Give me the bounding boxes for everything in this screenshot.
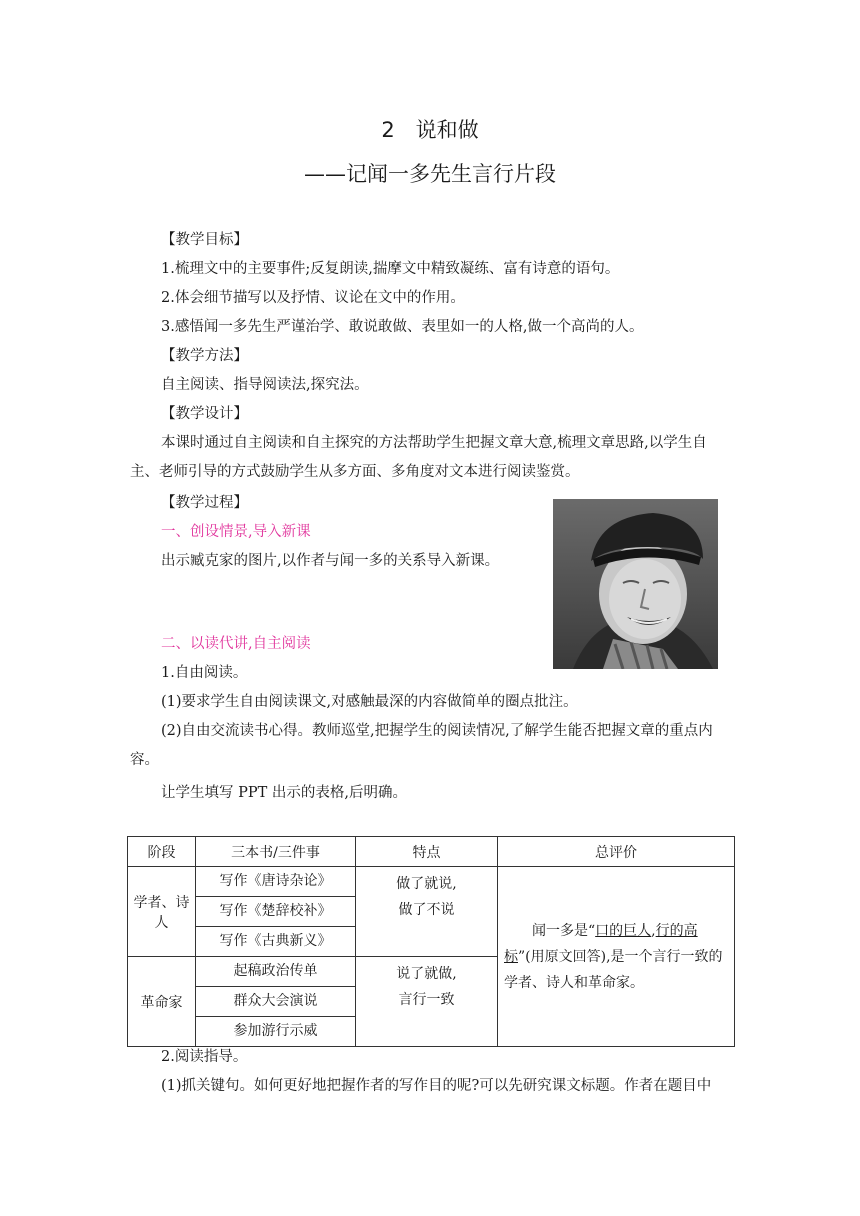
stage-scholar: 学者、诗人 [128,867,196,957]
scholar-items-cell [196,867,356,957]
objective-1: 1.梳理文中的主要事件;反复朗读,揣摩文中精致凝练、富有诗意的语句。 [161,261,620,277]
revolutionary-trait-line1: 说了就做, [396,966,457,982]
heading-design: 【教学设计】 [161,406,248,422]
heading-objectives: 【教学目标】 [161,232,248,248]
revolutionary-trait-cell [356,957,498,1047]
table-header-row [128,837,735,867]
header-traits: 特点 [356,837,498,867]
step-1-item-2-line1: (2)自由交流读书心得。教师巡堂,把握学生的阅读情况,了解学生能否把握文章的重点内 [161,723,713,739]
scholar-item: 写作《古典新义》 [219,933,332,949]
objective-2: 2.体会细节描写以及抒情、议论在文中的作用。 [161,290,465,306]
portrait-image [553,499,718,669]
section-heading-2: 二、以读代讲,自主阅读 [161,636,311,652]
step-2: 2.阅读指导。 [161,1049,248,1065]
header-evaluation: 总评价 [498,837,735,867]
summary-table [127,836,735,1047]
answer-quote-1: 口的巨人 [595,922,652,939]
header-books: 三本书/三件事 [196,837,356,867]
section-1-text: 出示臧克家的图片,以作者与闻一多的关系导入新课。 [161,553,500,569]
step-1-item-2-line2: 容。 [130,752,159,768]
objective-3: 3.感悟闻一多先生严谨治学、敢说敢做、表里如一的人格,做一个高尚的人。 [161,319,644,335]
scholar-item: 写作《楚辞校补》 [196,897,355,927]
evaluation-cell [498,867,735,1047]
methods-text: 自主阅读、指导阅读法,探究法。 [161,377,369,393]
portrait-photo [553,499,718,669]
step-2-item-1: (1)抓关键句。如何更好地把握作者的写作目的呢?可以先研究课文标题。作者在题目中 [161,1078,712,1094]
design-text-line1: 本课时通过自主阅读和自主探究的方法帮助学生把握文章大意,梳理文章思路,以学生自 [161,435,707,451]
revolutionary-item: 参加游行示威 [233,1023,318,1039]
header-stage: 阶段 [128,837,196,867]
answer-quote-2: 行的高标 [504,922,698,965]
lesson-subtitle: ——记闻一多先生言行片段 [304,162,556,186]
step-1: 1.自由阅读。 [161,665,248,681]
revolutionary-items-cell [196,957,356,1047]
scholar-trait-line2: 做了不说 [398,902,455,918]
heading-methods: 【教学方法】 [161,348,248,364]
table-instruction: 让学生填写 PPT 出示的表格,后明确。 [161,785,408,801]
revolutionary-item: 群众大会演说 [196,987,355,1017]
revolutionary-trait-line2: 言行一致 [398,992,455,1008]
table-row-scholar [128,867,735,957]
scholar-trait-line1: 做了就说, [396,876,457,892]
evaluation-prefix: 闻一多是“ [532,922,596,939]
section-heading-1: 一、创设情景,导入新课 [161,524,311,540]
stage-revolutionary: 革命家 [128,957,196,1047]
scholar-item: 写作《唐诗杂论》 [196,867,355,897]
scholar-trait-cell [356,867,498,957]
heading-process: 【教学过程】 [161,495,248,511]
lesson-title: 2 说和做 [381,118,479,142]
step-1-item-1: (1)要求学生自由阅读课文,对感触最深的内容做简单的圈点批注。 [161,694,578,710]
evaluation-suffix: ”(用原文回答),是一个言行一致的学者、诗人和革命家。 [504,948,723,991]
evaluation-comma: , [651,922,656,939]
revolutionary-item: 起稿政治传单 [196,957,355,987]
evaluation-text [498,918,734,996]
design-text-line2: 主、老师引导的方式鼓励学生从多方面、多角度对文本进行阅读鉴赏。 [130,464,580,480]
